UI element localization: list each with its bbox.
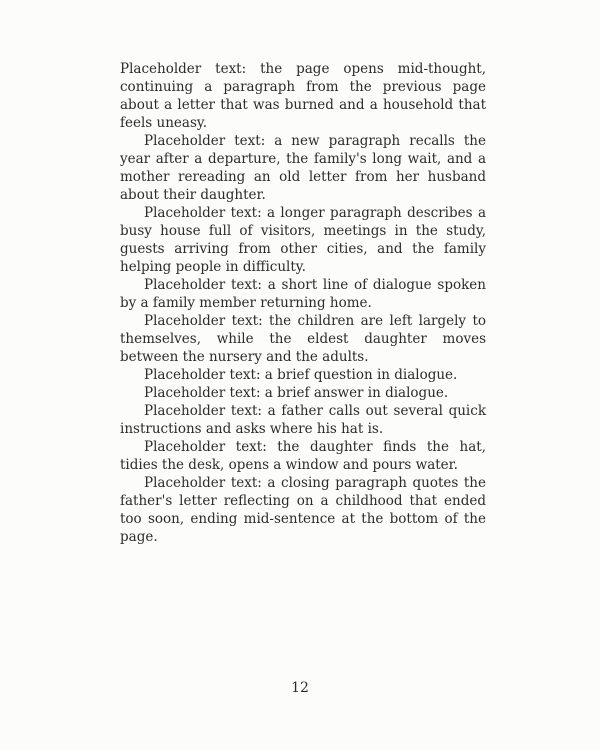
page-number: 12 xyxy=(291,680,309,696)
paragraph: Placeholder text: a longer paragraph describes a busy house full of visitors, meetings in the study, guests arriving from other cities, and the family helping people in difficulty. xyxy=(120,205,486,275)
paragraph: Placeholder text: a new paragraph recalls the year after a departure, the family's long wait, and a mother rereading an old letter from her husband about their daughter. xyxy=(120,133,486,203)
body-text xyxy=(120,60,486,546)
paragraph: Placeholder text: a father calls out several quick instructions and asks where his hat is. xyxy=(120,403,486,437)
paragraph: Placeholder text: the daughter finds the hat, tidies the desk, opens a window and pours water. xyxy=(120,439,486,473)
paragraph: Placeholder text: a short line of dialogue spoken by a family member returning home. xyxy=(120,277,486,311)
dialogue-line: Placeholder text: a brief answer in dialogue. xyxy=(144,385,449,401)
paragraph: Placeholder text: a closing paragraph quotes the father's letter reflecting on a childhood that ended too soon, ending mid-sentence at the bottom of the page. xyxy=(120,475,486,545)
dialogue-line: Placeholder text: a brief question in dialogue. xyxy=(144,367,458,383)
paragraph: Placeholder text: the children are left largely to themselves, while the eldest daughter moves between the nursery and the adults. xyxy=(120,313,486,365)
paragraph-continued: Placeholder text: the page opens mid-thought, continuing a paragraph from the previous page about a letter that was burned and a household that feels uneasy. xyxy=(120,61,486,131)
